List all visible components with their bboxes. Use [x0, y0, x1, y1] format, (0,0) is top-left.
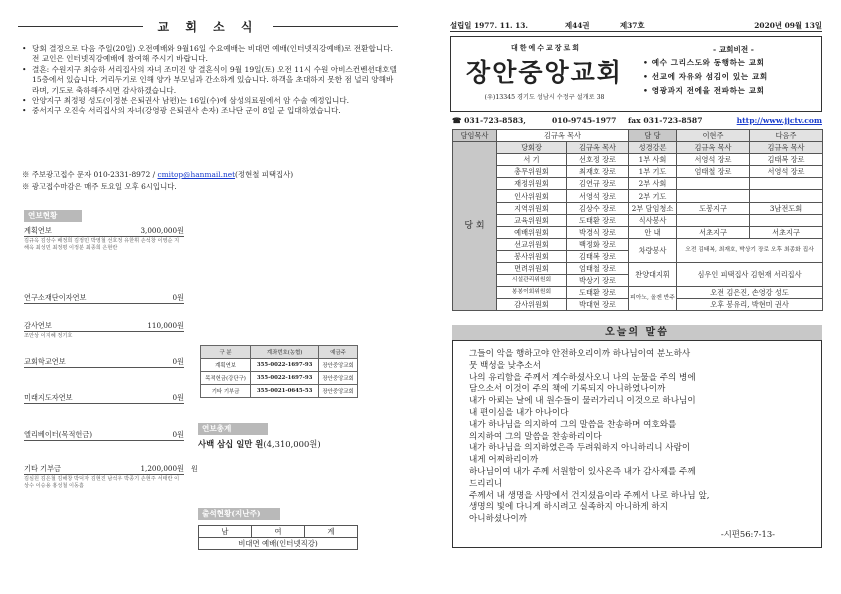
table-cell: 김태복 장로: [750, 154, 823, 166]
issue-date: 2020년 09월 13일: [754, 21, 822, 30]
table-header: 구 분: [201, 346, 251, 359]
table-cell: 3남전도회: [750, 202, 823, 214]
scripture-line: 뭇 백성을 낮추소서: [469, 360, 541, 371]
ledger-label: 미래지도자연보: [24, 393, 73, 402]
table-cell: 재정위원회: [497, 178, 567, 190]
attendance-table: [198, 525, 358, 550]
church-name: 장안중앙교회: [466, 58, 623, 87]
table-row: [201, 385, 358, 398]
table-row: [453, 142, 823, 154]
table-cell: 목적헌금(강단구): [201, 372, 251, 385]
table-row: [201, 359, 358, 372]
table-cell: 당회장: [497, 142, 567, 154]
table-row: [453, 202, 823, 214]
news-item: • 중서지구 오진숙 서리집사의 자녀(강영광 은퇴권사 손자) 조나단 군이 8일 군 입대하였습니다.: [22, 106, 400, 116]
ledger-row: [24, 293, 184, 303]
news-item: • 결혼: 수원지구 최승하 서리집사의 자녀 조미진 양 결혼식이 9월 19일(토) 오전 11시 수원 아비스컨벤션대호텔 15층에서 있습니다. 거리두기로 인해 양가 부모님과 간소하게 있습니다. 하객을 초대하지 못한 점 널리 양해바라며, 기도로 축하해주시면 감사하겠습니다.: [22, 65, 400, 96]
table-cell: 기타 기부금: [201, 385, 251, 398]
ledger-value: 0원: [172, 293, 184, 302]
table-cell: 선호정 장로: [567, 154, 629, 166]
ledger-value: 0원: [172, 357, 184, 366]
scripture-line: 내 편이심을 내가 아나이다: [469, 407, 569, 418]
todays-word-title: 오늘의 말씀: [452, 325, 822, 340]
vision-title: - 교회비전 -: [713, 45, 754, 54]
table-cell: 담임목사: [453, 130, 497, 142]
table-cell: 오후 봉유리, 박현미 권사: [677, 299, 823, 311]
table-cell: 2부 기도: [629, 190, 677, 202]
scripture-line: 나의 유리함을 주께서 계수하셨사오니 나의 눈물을 주의 병에: [469, 372, 696, 383]
table-cell: 서초지구: [750, 226, 823, 238]
total-title: 연보총계: [198, 423, 268, 435]
table-cell: 355-0021-0645-53: [251, 385, 319, 398]
table-cell: 다음주: [750, 130, 823, 142]
table-row: [453, 238, 823, 250]
table-row: [201, 372, 358, 385]
table-row: [453, 166, 823, 178]
ledger-rule: [24, 236, 184, 237]
table-cell: 인사위원회: [497, 190, 567, 202]
ledger-row: [24, 357, 184, 367]
table-cell: 비대면 예배(인터넷직강): [199, 538, 358, 550]
scripture-line: 생명의 빛에 다니게 하시려고 실족하지 아니하게 하지: [469, 502, 669, 513]
table-cell: 김규옥 목사: [677, 142, 750, 154]
table-cell: 담 당: [629, 130, 677, 142]
table-cell: 면려위원회: [497, 263, 567, 275]
vision-item: • 영광과지 전에을 전파하는 교회: [643, 86, 765, 95]
table-row: [453, 130, 823, 142]
ledger-row: [24, 430, 184, 440]
ledger-value: 1,200,000원: [140, 464, 184, 473]
website-link[interactable]: http://www.jjctv.com: [736, 116, 822, 125]
news-item: • 당회 결정으로 다음 주일(20일) 오전예배와 9월16일 수요예배는 비대면 예배(인터넷직강예배)로 전환합니다. 전 교인은 인터넷직강예배에 참여해 주시기 바랍니다.: [22, 44, 400, 65]
vision-item: • 예수 그리스도와 동행하는 교회: [643, 58, 765, 67]
ledger-label: 연구소재단이자연보: [24, 293, 87, 302]
table-header-row: [201, 346, 358, 359]
masthead: [450, 36, 822, 112]
scripture-reference: -시편56:7-13-: [720, 529, 775, 540]
table-cell: 김상수 장로: [567, 202, 629, 214]
table-cell: 박상기 장로: [567, 275, 629, 287]
scripture-line: 주께서 내 생명을 사망에서 건지셨음이라 주께서 나로 하나님 앞,: [469, 490, 710, 501]
table-cell: 김태복 장로: [567, 250, 629, 262]
scripture-line: 하나님이여 내가 주께 서원함이 있사온즉 내가 감사제를 주께: [469, 466, 696, 477]
table-cell: 차량봉사: [629, 238, 677, 262]
mobile-number: 010-9745-1977: [552, 116, 617, 125]
scripture-line: 내가 아뢰는 날에 내 원수들이 물러가리니 이것으로 하나님이: [469, 396, 696, 407]
ledger-value: 3,000,000원: [140, 226, 184, 235]
table-cell: 백정화 장로: [567, 238, 629, 250]
ledger-row: [24, 393, 184, 403]
table-cell: [750, 190, 823, 202]
table-cell: 이현주: [677, 130, 750, 142]
ledger-note: 김심원 김은철 김해창 박덕자 김현진 남석우 박종기 손현주 서태란 이상수 이승용 홍성철 이동흠: [24, 476, 180, 489]
news-item: • 안양지구 최정평 성도(이정분 은퇴권사 남편)는 16일(수)에 삼성의료원에서 암 수술 예정입니다.: [22, 96, 400, 106]
ledger-label: 엘리베이터(목적헌금): [24, 430, 93, 439]
scripture-line: 그들이 악을 행하고야 안전하오리이까 하나님이여 분노하사: [469, 349, 691, 359]
ledger-label: 계획연보: [24, 226, 52, 235]
account-table: [200, 345, 358, 398]
news-title: [18, 18, 398, 34]
church-address: (우)13345 경기도 성남시 수정구 설개로 38: [484, 94, 605, 101]
table-cell: 박대현 장로: [567, 299, 629, 311]
table-cell: 장안중앙교회: [319, 385, 358, 398]
volume-number: 제44권: [565, 21, 590, 30]
scripture-line: 내가 하나님을 의지하여 그의 말씀을 찬송하며 여호와를: [469, 419, 677, 430]
title-rule-right: [273, 26, 398, 27]
denomination-name: 대한예수교장로회: [510, 43, 582, 52]
table-cell: 김규옥 목사: [497, 130, 629, 142]
table-cell: [750, 214, 823, 226]
session-side-label: 당 회: [453, 142, 497, 311]
table-row: [453, 226, 823, 238]
table-header: 계: [304, 526, 357, 538]
table-cell: 피아노, 올겐 반주: [629, 287, 677, 311]
table-cell: 계획연보: [201, 359, 251, 372]
table-cell: 서영석 장로: [677, 154, 750, 166]
ledger-rule: [24, 367, 184, 368]
table-cell: 성경강론: [629, 142, 677, 154]
table-cell: 2부 담임청소: [629, 202, 677, 214]
table-cell: 김규옥 목사: [750, 142, 823, 154]
ledger-value: 110,000원: [147, 321, 184, 330]
ledger-rule: [24, 303, 184, 304]
ad-note-contact: [22, 170, 293, 180]
table-row: [453, 190, 823, 202]
table-row: [453, 178, 823, 190]
scripture-line: 드리리니: [469, 478, 503, 489]
vision-item: • 선교에 자유와 섬김이 있는 교회: [643, 72, 768, 81]
scripture-line: 내게 어찌하리이까: [469, 455, 539, 466]
ledger-value: 0원: [172, 393, 184, 402]
table-cell: 서초지구: [677, 226, 750, 238]
ledger-trailing-unit: 원: [191, 465, 198, 473]
ad-note-deadline: ※ 광고접수마감은 매주 토요일 오후 6시입니다.: [22, 182, 177, 191]
table-header: 여: [251, 526, 304, 538]
title-rule-left: [18, 26, 143, 27]
scripture-line: 내가 하나님을 의지하였은즉 두려워하지 아니하리니 사람이: [469, 443, 691, 454]
ad-note-prefix: ※ 주보광고접수 문자 010-2331-8972 /: [22, 170, 158, 179]
phone-number: ☎ 031-723-8583,: [452, 116, 526, 125]
ledger-rule: [24, 403, 184, 404]
table-cell: 서영석 장로: [567, 190, 629, 202]
table-cell: 지역위원회: [497, 202, 567, 214]
table-cell: 도태환 장로: [567, 287, 629, 299]
table-cell: 김규옥 목사: [567, 142, 629, 154]
table-cell: 심우인 피택집사 김현재 서리집사: [677, 263, 823, 287]
total-amount-number: (4,310,000원): [263, 439, 321, 449]
table-header: 계좌번호(농협): [251, 346, 319, 359]
scripture-line: 아니하셨나이까: [469, 514, 528, 525]
total-amount: [198, 438, 321, 450]
established-date: 설립일 1977. 11. 13.: [450, 21, 528, 30]
table-cell: 예배위원회: [497, 226, 567, 238]
table-cell: 봉봉이회위원회: [497, 287, 567, 299]
scripture-line: 의지하여 그의 말씀을 찬송하리이다: [469, 431, 602, 442]
table-row: [453, 214, 823, 226]
table-cell: 시설관리위원회: [497, 275, 567, 287]
table-row: [453, 263, 823, 275]
scripture-box: [452, 340, 822, 548]
table-cell: 도봉지구: [677, 202, 750, 214]
total-amount-text: 사백 삼십 일만 원: [198, 439, 264, 449]
table-cell: 엄태철 장로: [567, 263, 629, 275]
table-cell: 장안중앙교회: [319, 359, 358, 372]
attend-title: 출석현황(지난주): [198, 508, 280, 520]
ledger-note: 조안상 이지혜 정기호: [24, 333, 73, 339]
fax-number: fax 031-723-8587: [628, 116, 703, 125]
ledger-row: [24, 226, 184, 236]
table-cell: 감사위원회: [497, 299, 567, 311]
ad-email-link[interactable]: cmitop@hanmail.net: [157, 170, 236, 179]
issue-number: 제37호: [620, 21, 645, 30]
table-cell: 교육위원회: [497, 214, 567, 226]
ad-note-suffix: (정현철 피택집사): [235, 170, 294, 179]
table-cell: 최재호 장로: [567, 166, 629, 178]
table-cell: [677, 190, 750, 202]
ledger-value: 0원: [172, 430, 184, 439]
ledger-title: 연보현황: [24, 210, 82, 222]
ledger-rule: [24, 440, 184, 441]
table-cell: 2부 사회: [629, 178, 677, 190]
header-divider: [450, 31, 822, 32]
table-cell: 1부 사회: [629, 154, 677, 166]
ledger-row: [24, 321, 184, 331]
table-row: [453, 287, 823, 299]
table-header-row: [199, 526, 358, 538]
table-cell: 355-0022-1697-93: [251, 372, 319, 385]
table-cell: 서 기: [497, 154, 567, 166]
table-cell: 355-0022-1697-93: [251, 359, 319, 372]
table-cell: 총무위원회: [497, 166, 567, 178]
table-cell: 찬양대지휘: [629, 263, 677, 287]
table-cell: 장안중앙교회: [319, 372, 358, 385]
table-cell: 식사봉사: [629, 214, 677, 226]
news-list: [22, 44, 400, 117]
table-row: [453, 154, 823, 166]
table-cell: 오전 김은진, 손영강 성도: [677, 287, 823, 299]
table-cell: 박경식 장로: [567, 226, 629, 238]
scripture-line: 담으소서 이것이 주의 책에 기록되지 아니하였나이까: [469, 384, 666, 395]
ledger-rule: [24, 474, 184, 475]
table-header: 예금주: [319, 346, 358, 359]
table-row: [199, 538, 358, 550]
ledger-label: 감사연보: [24, 321, 52, 330]
table-cell: 봉사위원회: [497, 250, 567, 262]
table-header: 남: [199, 526, 252, 538]
table-cell: [750, 178, 823, 190]
ledger-rule: [24, 331, 184, 332]
church-organization-table: [452, 129, 823, 311]
table-cell: 안 내: [629, 226, 677, 238]
table-cell: [677, 214, 750, 226]
table-cell: 선교위원회: [497, 238, 567, 250]
ledger-row: [24, 464, 184, 474]
ledger-label: 기타 기부금: [24, 464, 62, 473]
ledger-label: 교회학교연보: [24, 357, 66, 366]
table-cell: 오전 김태복, 최재호, 박상기 장로 오후 최종화 집사: [677, 238, 823, 262]
table-cell: 서영석 장로: [750, 166, 823, 178]
table-cell: 1부 기도: [629, 166, 677, 178]
table-cell: 김연규 장로: [567, 178, 629, 190]
table-cell: 엄태철 장로: [677, 166, 750, 178]
news-title-text: 교 회 소 식: [157, 20, 259, 34]
ledger-note: 김규옥 김상수 배정희 김정민 박영철 선호정 유한휘 손석창 이영순 지해옥 최성민 최정평 이정분 최종희 은현란: [24, 238, 180, 251]
table-cell: [677, 178, 750, 190]
table-cell: 도태환 장로: [567, 214, 629, 226]
